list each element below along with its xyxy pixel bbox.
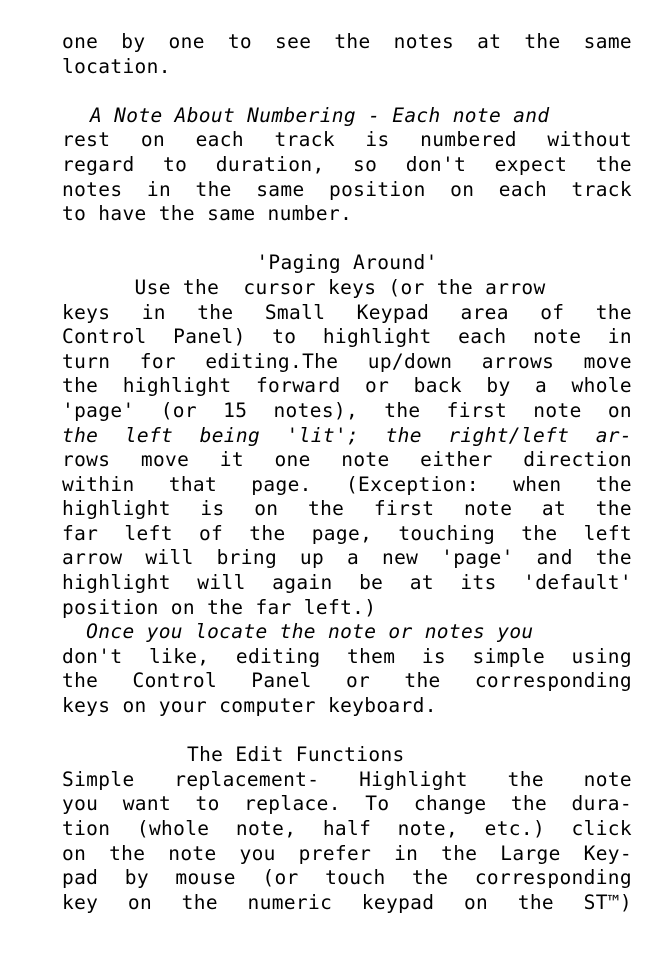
text-line: arrow will bring up a new 'page' and the: [62, 546, 632, 570]
intro-paragraph: [62, 30, 632, 79]
text-line: Once you locate the note or notes you: [62, 620, 534, 644]
text-line: keys in the Small Keypad area of the: [62, 300, 632, 324]
paging-section: [62, 251, 632, 620]
text-line: far left of the page, touching the left: [62, 521, 632, 545]
text-line: 'page' (or 15 notes), the first note on: [62, 398, 632, 422]
numbering-heading: A Note About Numbering - Each note and: [90, 103, 550, 127]
text-line: highlight is on the first note at the: [62, 497, 632, 521]
text-line: within that page. (Exception: when the: [62, 472, 632, 496]
text-line: highlight will again be at its 'default': [62, 571, 632, 595]
text-line: the highlight forward or back by a whole: [62, 374, 632, 398]
text-line: notes in the same position on each track: [62, 177, 632, 201]
text-line: pad by mouse (or touch the corresponding: [62, 866, 632, 890]
text-line: one by one to see the notes at the same: [62, 30, 632, 53]
text-line: Simple replacement- Highlight the note: [62, 767, 632, 791]
section-heading: The Edit Functions: [187, 743, 405, 767]
text-line: the Control Panel or the corresponding: [62, 669, 632, 693]
text-line: the left being 'lit'; the right/left ar-: [62, 423, 632, 447]
text-line: tion (whole note, half note, etc.) click: [62, 817, 632, 840]
text-line: don't like, editing them is simple using: [62, 644, 632, 668]
text-line: rows move it one note either direction: [62, 448, 632, 472]
locate-paragraph: [62, 620, 632, 718]
text-line: regard to duration, so don't expect the: [62, 152, 632, 176]
text-line: key on the numeric keypad on the ST™): [62, 890, 632, 914]
text-line: to have the same number.: [62, 202, 353, 226]
edit-section: [62, 743, 632, 915]
section-heading: 'Paging Around': [256, 251, 438, 275]
text-line: Use the cursor keys (or the arrow: [62, 275, 546, 299]
numbering-section: [62, 104, 632, 227]
text-line: Control Panel) to highlight each note in: [62, 325, 632, 349]
text-line: turn for editing.The up/down arrows move: [62, 349, 632, 373]
manual-page: [62, 30, 632, 915]
text-line: position on the far left.): [62, 595, 377, 619]
text-line: on the note you prefer in the Large Key-: [62, 841, 632, 865]
text-line: rest on each track is numbered without: [62, 128, 632, 152]
text-line: location.: [62, 54, 171, 78]
text-line: keys on your computer keyboard.: [62, 694, 437, 718]
text-line: you want to replace. To change the dura-: [62, 792, 632, 816]
